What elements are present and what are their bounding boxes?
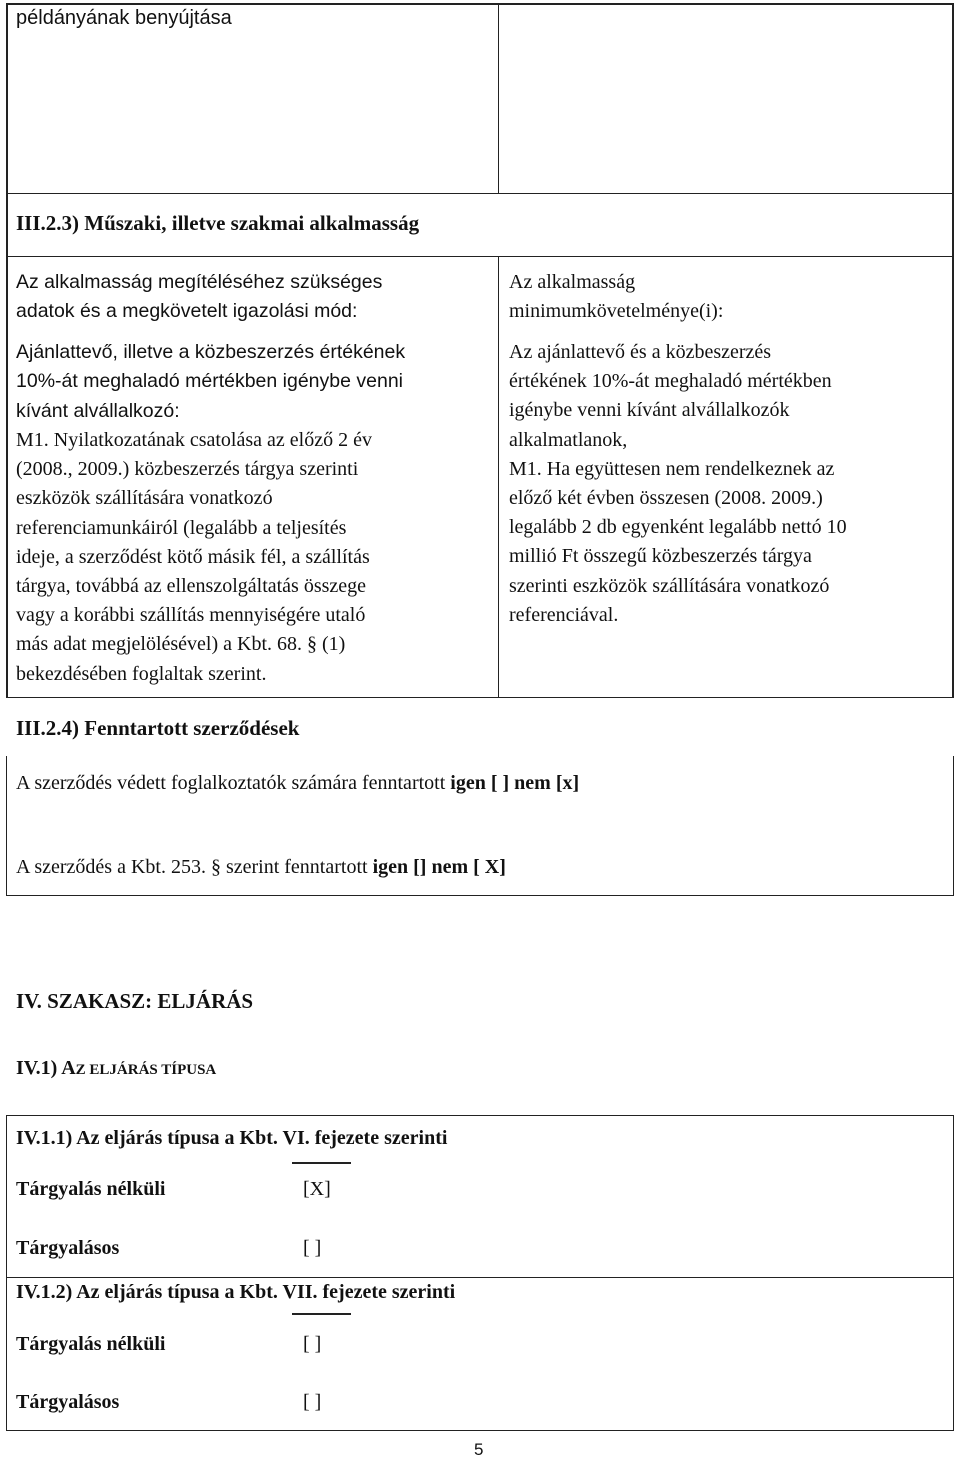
text-line: (2008., 2009.) közbeszerzés tárgya szerinti <box>16 458 359 481</box>
text-line: adatok és a megkövetelt igazolási mód: <box>16 300 358 322</box>
text-line: millió Ft összegű közbeszerzés tárgya <box>509 545 812 568</box>
text-line: M1. Nyilatkozatának csatolása az előző 2 év <box>16 429 372 451</box>
section-iv-1-heading <box>16 1057 216 1080</box>
text-line: referenciával. <box>509 603 619 626</box>
iv-1-2-option-label: Tárgyalás nélküli <box>16 1333 166 1355</box>
table-col-divider-mid <box>498 256 499 698</box>
iv-1-1-option-label: Tárgyalás nélküli <box>16 1178 166 1200</box>
table-row-divider <box>6 256 954 257</box>
text-line: bekezdésében foglaltak szerint. <box>16 662 267 685</box>
left-label <box>16 268 382 326</box>
text-line: szerinti eszközök szállítására vonatkozó <box>509 574 830 597</box>
section-heading-iii-2-4: III.2.4) Fenntartott szerződések <box>16 716 300 740</box>
iv-1-2-option-checkbox[interactable]: [ ] <box>303 1391 322 1413</box>
text-line: vagy a korábbi szállítás mennyiségére utaló <box>16 604 366 627</box>
short-rule <box>292 1313 351 1315</box>
text-line: Az ajánlattevő és a közbeszerzés <box>509 341 772 363</box>
text-line: igénybe venni kívánt alvállalkozók <box>509 399 790 422</box>
iv-1-1-option-label: Tárgyalásos <box>16 1237 120 1259</box>
table-row-divider <box>6 193 954 194</box>
iv-1-2-option-label: Tárgyalásos <box>16 1391 120 1413</box>
reserved-box-right-border <box>953 756 954 896</box>
text-line: más adat megjelölésével) a Kbt. 68. § (1) <box>16 633 346 656</box>
iv-1-1-box-left-border <box>6 1115 7 1431</box>
text-line: előző két évben összesen (2008. 2009.) <box>509 487 823 510</box>
reserved-line-2 <box>16 856 506 879</box>
table-left-border <box>6 3 8 698</box>
iv-1-1-option-checkbox[interactable]: [X] <box>303 1178 331 1200</box>
text-line: alkalmatlanok, <box>509 428 628 451</box>
right-label <box>509 268 723 326</box>
text-line: eszközök szállítására vonatkozó <box>16 487 273 510</box>
text-line: kívánt alvállalkozó: <box>16 399 180 422</box>
text-line: Az alkalmasság <box>509 271 636 293</box>
section-iv-heading: IV. SZAKASZ: ELJÁRÁS <box>16 989 254 1013</box>
table-bottom-border <box>6 697 954 698</box>
iv-1-1-option-checkbox[interactable]: [ ] <box>303 1237 322 1259</box>
reserved-box-left-border <box>6 756 7 896</box>
reserved-line-2-options: igen [] nem [ X] <box>372 856 506 878</box>
short-rule <box>292 1162 351 1164</box>
left-body-m1 <box>16 426 372 689</box>
text-line: Ajánlattevő, illetve a közbeszerzés értékének <box>16 341 406 363</box>
table-col-divider-top <box>498 3 499 194</box>
iv-1-2-option-checkbox[interactable]: [ ] <box>303 1333 322 1355</box>
text-line: 10%-át meghaladó mértékben igénybe venni <box>16 370 404 393</box>
text-line: tárgya, továbbá az ellenszolgáltatás összege <box>16 575 367 598</box>
iv-1-1-box-top-border <box>6 1115 954 1116</box>
reserved-box-bottom-border <box>6 895 954 896</box>
section-iv-1-smallcaps: Z ELJÁRÁS TÍPUSA <box>75 1062 217 1078</box>
text-line: Az alkalmasság megítéléséhez szükséges <box>16 271 383 293</box>
reserved-line-1 <box>16 772 579 795</box>
table-top-border <box>6 3 954 5</box>
text-line: ideje, a szerződést kötő másik fél, a szállítás <box>16 545 370 568</box>
text-line: legalább 2 db egyenként legalább nettó 10 <box>509 516 847 539</box>
table-right-border <box>952 3 954 698</box>
text-line: minimumkövetelménye(i): <box>509 300 724 322</box>
top-row-left-text: példányának benyújtása <box>16 7 232 29</box>
reserved-line-1-text: A szerződés védett foglalkoztatók számára fenntartott <box>16 772 451 794</box>
right-body <box>509 338 847 630</box>
page-number: 5 <box>474 1440 484 1459</box>
section-iv-1-prefix: IV.1) A <box>16 1057 76 1079</box>
iv-1-1-heading: IV.1.1) Az eljárás típusa a Kbt. VI. fejezete szerinti <box>16 1127 448 1149</box>
iv-1-2-divider <box>6 1277 954 1278</box>
iv-1-1-box-right-border <box>953 1115 954 1431</box>
section-heading-iii-2-3: III.2.3) Műszaki, illetve szakmai alkalmasság <box>16 211 420 235</box>
text-line: referenciamunkáiról (legalább a teljesítés <box>16 516 347 539</box>
text-line: értékének 10%-át meghaladó mértékben <box>509 370 832 393</box>
reserved-line-1-options: igen [ ] nem [x] <box>450 772 580 794</box>
iv-box-bottom-border <box>6 1430 954 1431</box>
text-line: M1. Ha együttesen nem rendelkeznek az <box>509 457 835 480</box>
reserved-line-2-text: A szerződés a Kbt. 253. § szerint fenntartott <box>16 856 373 878</box>
left-body <box>16 338 405 426</box>
iv-1-2-heading: IV.1.2) Az eljárás típusa a Kbt. VII. fejezete szerinti <box>16 1281 456 1303</box>
